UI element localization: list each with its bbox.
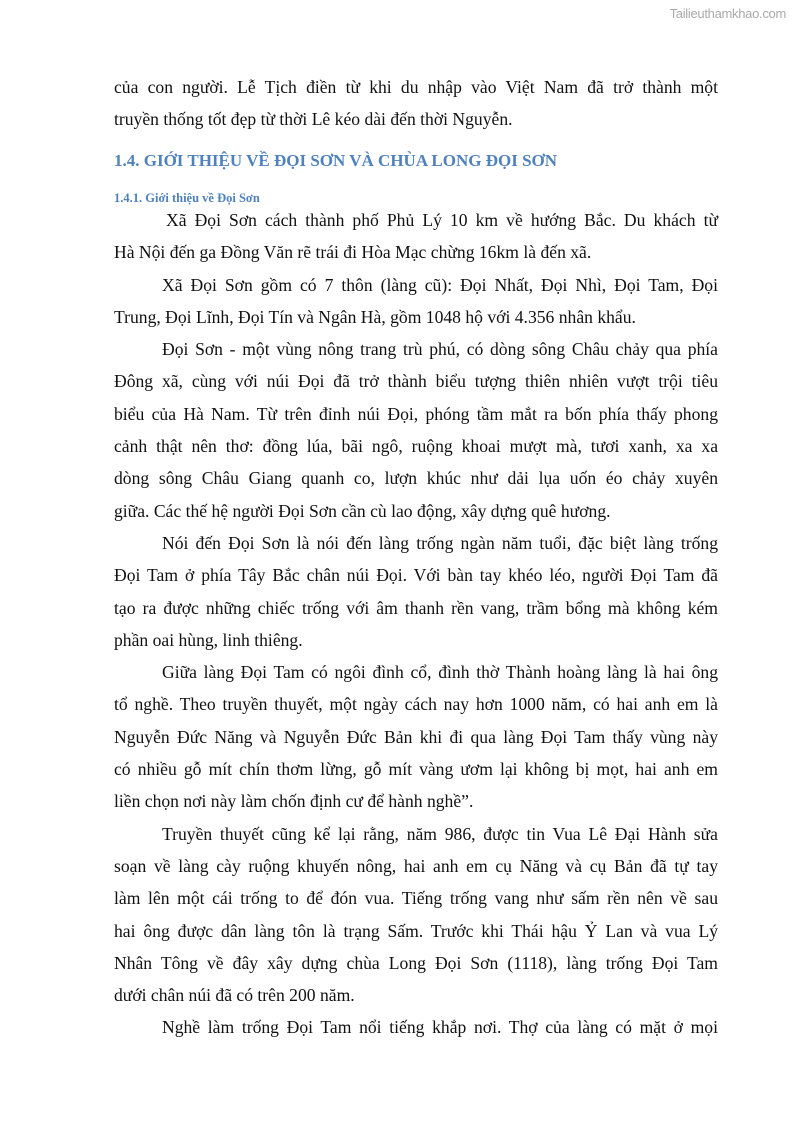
text-line: liền chọn nơi này làm chốn định cư để hành nghề”. (114, 791, 474, 812)
body-text (114, 204, 718, 1044)
text-line: dưới chân núi đã có trên 200 năm. (114, 985, 355, 1006)
text-line: Đông xã, cùng với núi Đọi đã trở thành biểu tượng thiên nhiên vượt trội tiêu (114, 371, 718, 392)
text-line: của con người. Lễ Tịch điền từ khi du nhập vào Việt Nam đã trở thành một (114, 77, 718, 97)
text-line: Đọi Sơn - một vùng nông trang trù phú, có dòng sông Châu chảy qua phía (162, 339, 718, 360)
paragraph (114, 1011, 718, 1043)
text-line: Nghề làm trống Đọi Tam nổi tiếng khắp nơi. Thợ của làng có mặt ở mọi (162, 1017, 718, 1038)
text-line: tổ nghề. Theo truyền thuyết, một ngày cách nay hơn 1000 năm, có hai anh em là (114, 694, 718, 715)
text-line: làm lên một cái trống to để đón vua. Tiếng trống vang như sấm rền nên về sau (114, 888, 718, 909)
text-line: biểu của Hà Nam. Từ trên đỉnh núi Đọi, phóng tầm mắt ra bốn phía thấy phong (114, 403, 718, 424)
paragraph (114, 656, 718, 817)
subsection-heading: 1.4.1. Giới thiệu về Đọi Sơn (114, 191, 260, 205)
paragraph (114, 204, 718, 269)
text-line: dòng sông Châu Giang quanh co, lượn khúc như dải lụa uốn éo chảy xuyên (114, 468, 718, 489)
text-line: Nói đến Đọi Sơn là nói đến làng trống ngàn năm tuổi, đặc biệt làng trống (162, 532, 718, 553)
text-line: có nhiều gỗ mít chín thơm lừng, gỗ mít vàng ươm lại không bị mọt, hai anh em (114, 759, 718, 780)
text-line: Đọi Tam ở phía Tây Bắc chân núi Đọi. Với bàn tay khéo léo, người Đọi Tam đã (114, 565, 718, 586)
watermark: Tailieuthamkhao.com (669, 6, 786, 21)
text-line: Nguyễn Đức Năng và Nguyễn Đức Bản khi đi qua làng Đọi Tam thấy vùng này (114, 726, 718, 747)
section-heading: 1.4. GIỚI THIỆU VỀ ĐỌI SƠN VÀ CHÙA LONG ĐỌI SƠN (114, 151, 558, 170)
text-line: phần oai hùng, linh thiêng. (114, 629, 303, 650)
paragraph (114, 269, 718, 334)
intro-paragraph (114, 71, 718, 136)
text-line: Giữa làng Đọi Tam có ngôi đình cổ, đình thờ Thành hoàng làng là hai ông (162, 662, 718, 683)
text-line: giữa. Các thế hệ người Đọi Sơn cần cù lao động, xây dựng quê hương. (114, 500, 611, 521)
text-line: truyền thống tốt đẹp từ thời Lê kéo dài đến thời Nguyễn. (114, 109, 513, 130)
text-line: hai ông được dân làng tôn là trạng Sấm. Trước khi Thái hậu Ỷ Lan và vua Lý (114, 920, 718, 941)
text-line: cảnh thật nên thơ: đồng lúa, bãi ngô, ruộng khoai mượt mà, tươi xanh, xa xa (114, 436, 718, 457)
text-line: Trung, Đọi Lĩnh, Đọi Tín và Ngân Hà, gồm 1048 hộ với 4.356 nhân khẩu. (114, 306, 636, 327)
text-line: Hà Nội đến ga Đồng Văn rẽ trái đi Hòa Mạc chừng 16km là đến xã. (114, 242, 592, 263)
paragraph (114, 333, 718, 527)
text-line: Truyền thuyết cũng kể lại rằng, năm 986, được tin Vua Lê Đại Hành sửa (162, 823, 718, 844)
text-line: tạo ra được những chiếc trống với âm thanh rền vang, trầm bổng mà không kém (114, 597, 718, 618)
paragraph (114, 818, 718, 1012)
paragraph (114, 527, 718, 656)
text-line: soạn về làng cày ruộng khuyến nông, hai anh em cụ Năng và cụ Bản đã tự tay (114, 855, 718, 876)
text-line: Xã Đọi Sơn cách thành phố Phủ Lý 10 km về hướng Bắc. Du khách từ (166, 210, 718, 230)
text-line: Nhân Tông về đây xây dựng chùa Long Đọi Sơn (1118), làng trống Đọi Tam (114, 952, 718, 973)
text-line: Xã Đọi Sơn gồm có 7 thôn (làng cũ): Đọi Nhất, Đọi Nhì, Đọi Tam, Đọi (162, 274, 718, 295)
